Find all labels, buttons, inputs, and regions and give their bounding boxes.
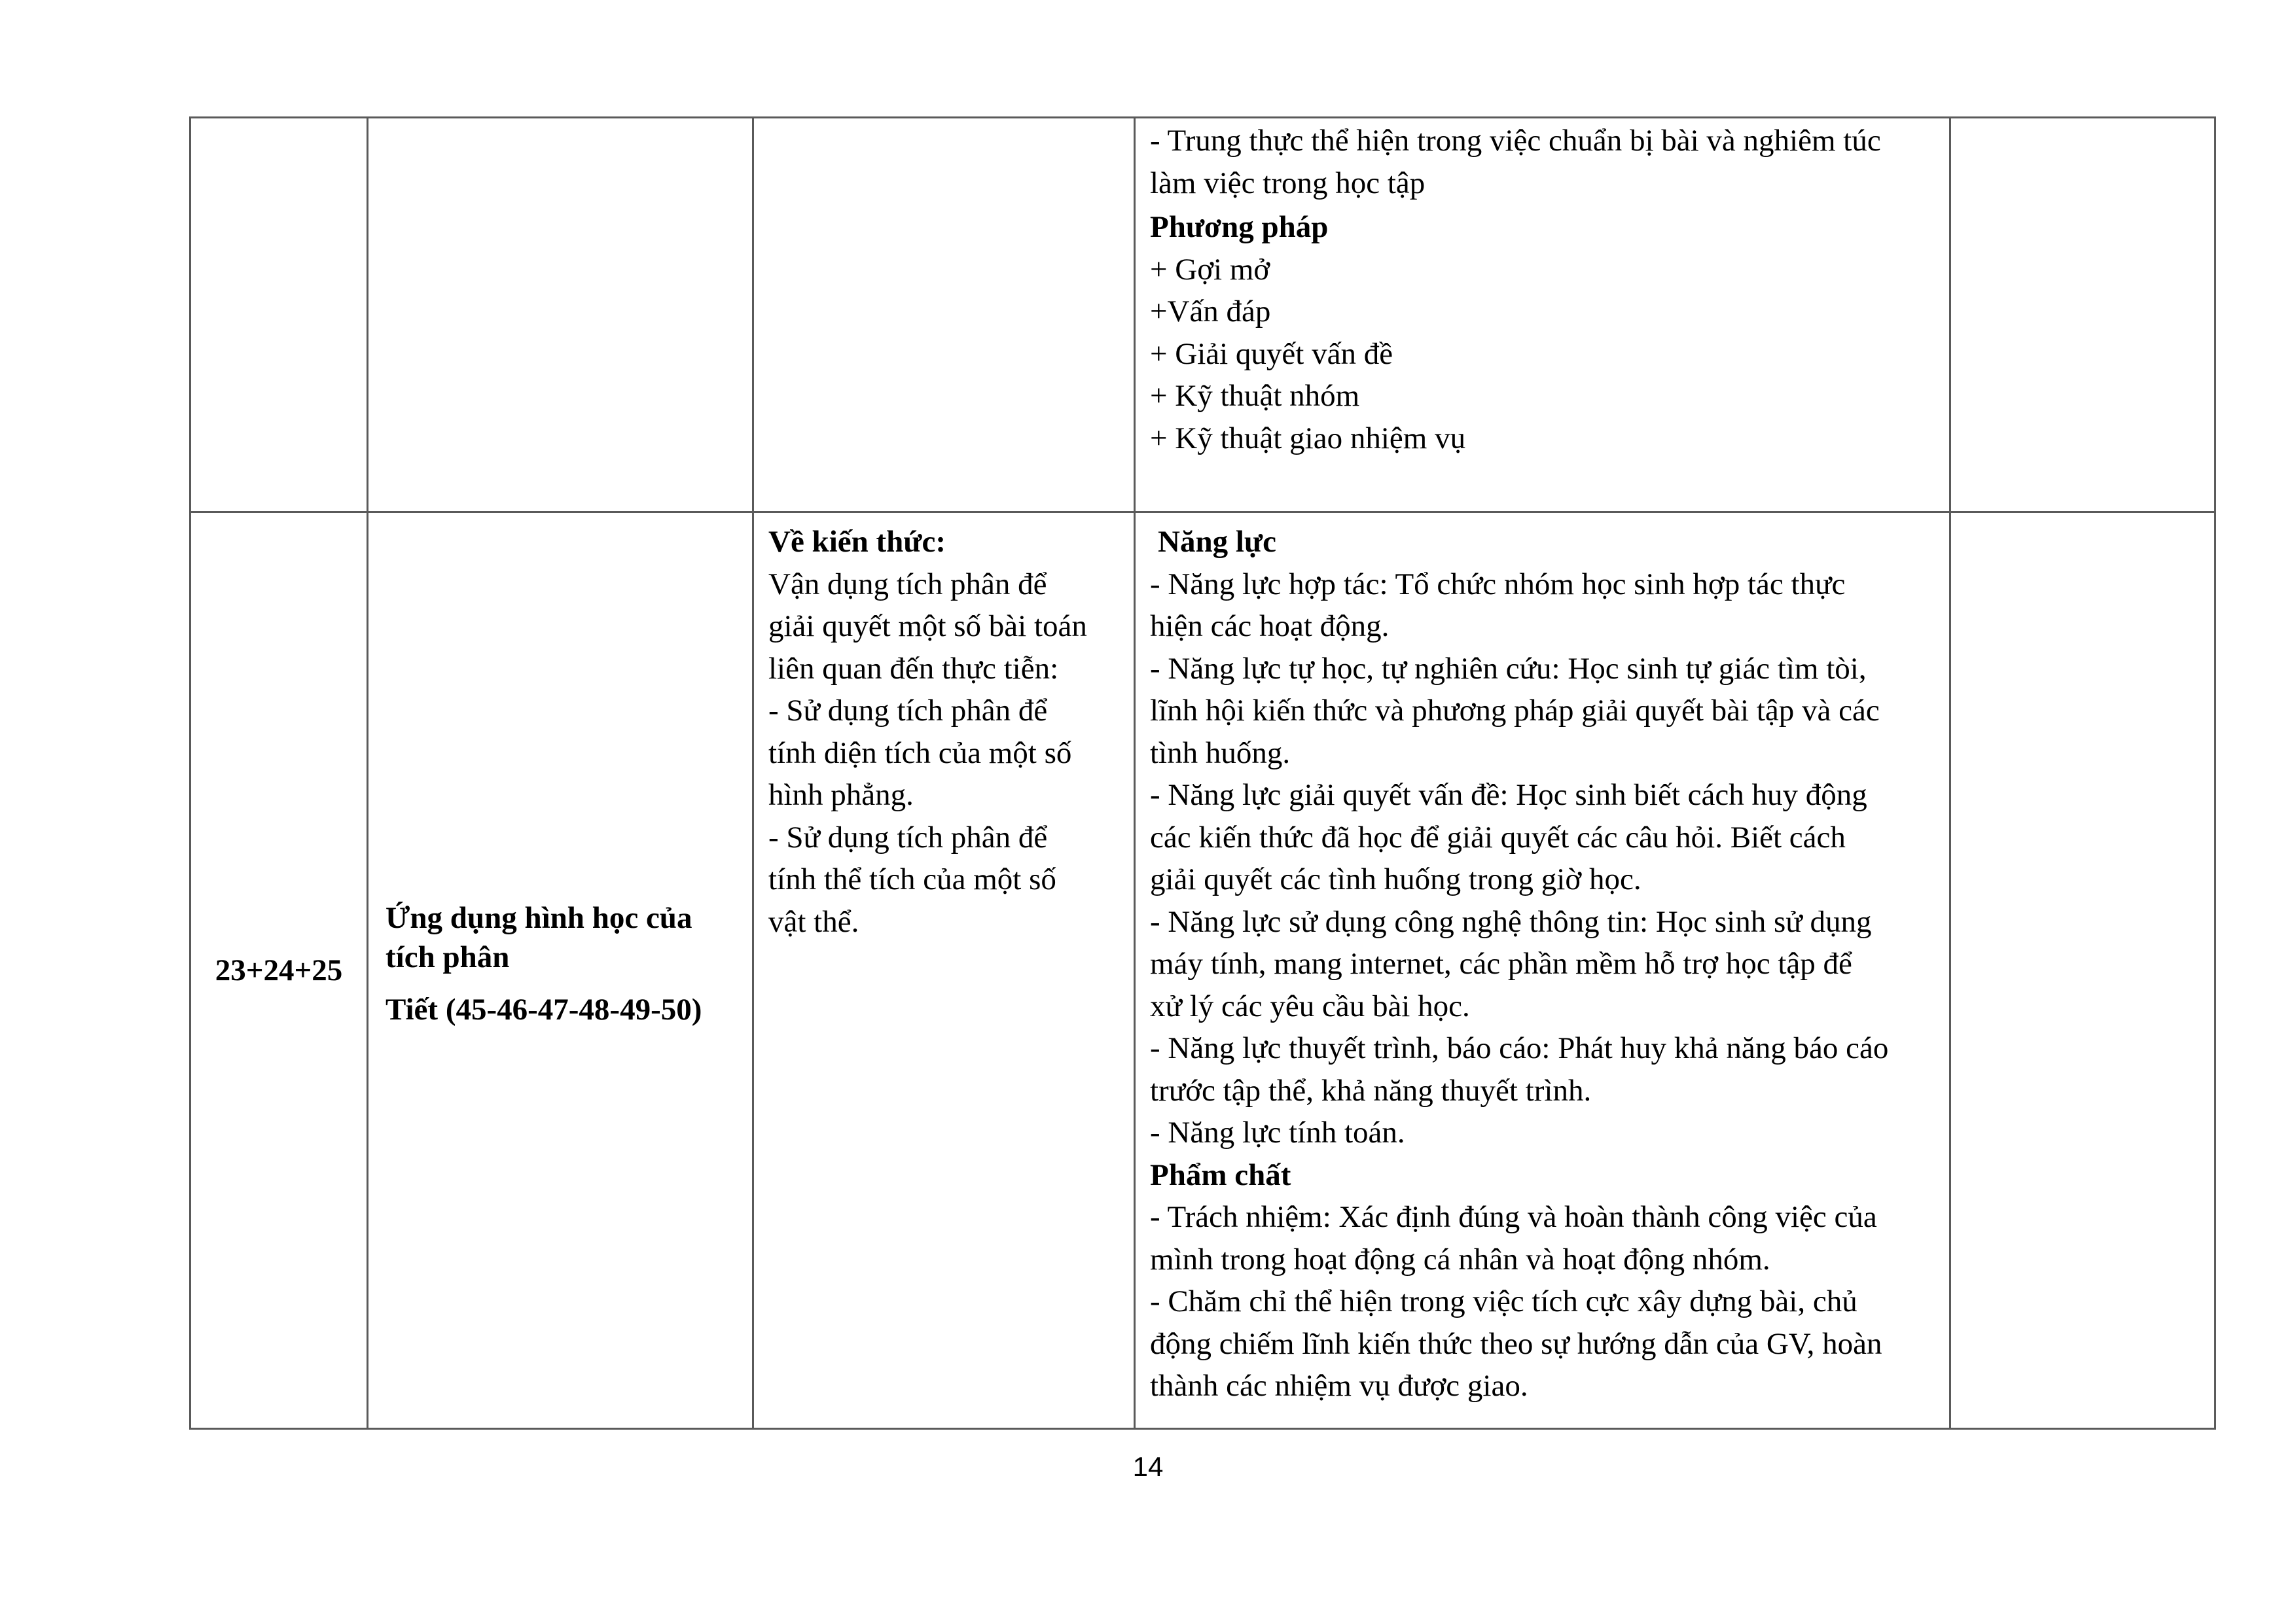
methods-heading: Phương pháp [1150, 210, 1329, 244]
competency-cell [1135, 512, 1950, 1429]
lesson-cell [368, 118, 753, 512]
text-line: - Năng lực tự học, tự nghiên cứu: Học sinh tự giác tìm tòi, [1150, 651, 1867, 686]
method-item: + Kỹ thuật nhóm [1150, 379, 1360, 413]
text-line: - Năng lực giải quyết vấn đề: Học sinh biết cách huy động [1150, 778, 1867, 812]
text-line: - Trung thực thể hiện trong việc chuẩn bị bài và nghiêm túc [1150, 124, 1881, 158]
text-line: - Năng lực thuyết trình, báo cáo: Phát huy khả năng báo cáo [1150, 1031, 1889, 1065]
text-line: - Sử dụng tích phân để [768, 820, 1048, 855]
requirements-cell [753, 118, 1135, 512]
lesson-title: Ứng dụng hình học của [386, 901, 692, 935]
page-number: 14 [1132, 1451, 1164, 1482]
text-line: - Trách nhiệm: Xác định đúng và hoàn thành công việc của [1150, 1200, 1877, 1234]
text-line: hình phẳng. [768, 778, 914, 812]
text-line: tính diện tích của một số [768, 735, 1072, 770]
text-line: mình trong hoạt động cá nhân và hoạt động nhóm. [1150, 1242, 1770, 1277]
lesson-cell [368, 512, 753, 1429]
competency-heading: Năng lực [1158, 525, 1276, 559]
text-line: lĩnh hội kiến thức và phương pháp giải quyết bài tập và các [1150, 694, 1880, 728]
method-item: + Gợi mở [1150, 252, 1270, 287]
text-line: máy tính, mang internet, các phần mềm hỗ trợ học tập để [1150, 947, 1852, 981]
method-item: + Kỹ thuật giao nhiệm vụ [1150, 421, 1466, 455]
method-item: +Vấn đáp [1150, 294, 1271, 328]
method-item: + Giải quyết vấn đề [1150, 336, 1393, 371]
text-line: liên quan đến thực tiễn: [768, 651, 1059, 686]
lesson-title: tích phân [386, 940, 510, 974]
week-cell [190, 512, 368, 1429]
text-line: trước tập thể, khả năng thuyết trình. [1150, 1073, 1592, 1108]
text-line: Vận dụng tích phân để [768, 567, 1047, 601]
table-row [190, 512, 2215, 1429]
knowledge-heading: Về kiến thức: [768, 525, 946, 559]
text-line: giải quyết các tình huống trong giờ học. [1150, 862, 1641, 896]
notes-cell [1950, 118, 2215, 512]
text-line: tính thể tích của một số [768, 862, 1056, 896]
text-line: động chiếm lĩnh kiến thức theo sự hướng dẫn của GV, hoàn [1150, 1326, 1882, 1361]
quality-heading: Phẩm chất [1150, 1157, 1291, 1192]
week-cell [190, 118, 368, 512]
text-line: - Năng lực tính toán. [1150, 1116, 1405, 1150]
competency-cell [1135, 118, 1950, 512]
text-line: các kiến thức đã học để giải quyết các câu hỏi. Biết cách [1150, 820, 1846, 855]
text-line: vật thể. [768, 904, 859, 939]
text-line: hiện các hoạt động. [1150, 609, 1390, 643]
lesson-plan-table [189, 116, 2216, 1430]
text-line: - Năng lực hợp tác: Tổ chức nhóm học sinh hợp tác thực [1150, 567, 1846, 601]
text-line: - Năng lực sử dụng công nghệ thông tin: Học sinh sử dụng [1150, 904, 1872, 939]
week-number: 23+24+25 [215, 953, 343, 987]
text-line: làm việc trong học tập [1150, 166, 1426, 200]
text-line: xử lý các yêu cầu bài học. [1150, 989, 1470, 1023]
text-line: - Sử dụng tích phân để [768, 694, 1048, 728]
text-line: - Chăm chỉ thể hiện trong việc tích cực xây dựng bài, chủ [1150, 1284, 1857, 1318]
requirements-cell [753, 512, 1135, 1429]
text-line: giải quyết một số bài toán [768, 609, 1087, 643]
text-line: thành các nhiệm vụ được giao. [1150, 1369, 1528, 1403]
table-row [190, 118, 2215, 512]
lesson-periods: Tiết (45-46-47-48-49-50) [386, 993, 702, 1027]
notes-cell [1950, 512, 2215, 1429]
text-line: tình huống. [1150, 735, 1291, 770]
